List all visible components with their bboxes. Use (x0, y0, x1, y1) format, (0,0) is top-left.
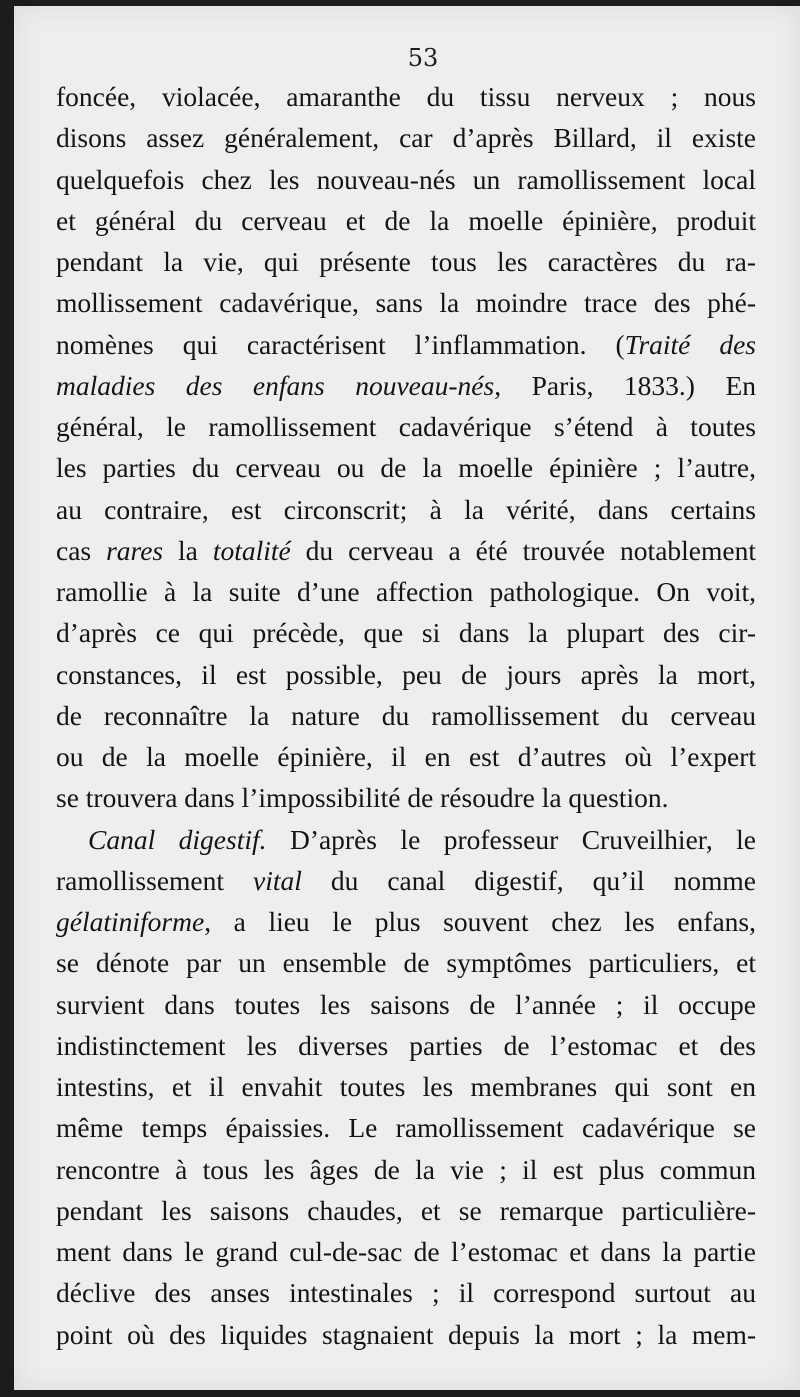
text-segment: point où des liquides stagnaient depuis la mort ; la mem- (56, 1318, 756, 1350)
text-segment: général, le ramollissement cadavérique s’étend à toutes (56, 411, 756, 442)
text-line (56, 1025, 756, 1066)
text-line (56, 282, 756, 323)
text-line (56, 1149, 756, 1190)
text-segment: ment dans le grand cul-de-sac de l’estomac et dans la partie (56, 1236, 756, 1267)
italic-segment: Traité des (624, 328, 757, 360)
text-segment: intestins, et il envahit toutes les membranes qui sont en (56, 1071, 756, 1102)
text-line (56, 860, 756, 901)
text-segment: et général du cerveau et de la moelle épinière, produit (56, 204, 756, 236)
text-segment: ramollissement (56, 864, 253, 896)
italic-segment: vital (253, 864, 302, 896)
text-segment: foncée, violacée, amaranthe du tissu nerveux ; nous (56, 81, 756, 112)
text-segment: D’après le professeur Cruveilhier, le (266, 823, 756, 855)
text-segment: nomènes qui caractérisent l’inflammation. ( (56, 328, 625, 360)
text-segment: du canal digestif, qu’il nomme (301, 864, 757, 896)
text-line (56, 819, 756, 860)
text-line (56, 406, 756, 447)
text-line (56, 901, 756, 942)
text-line (56, 76, 756, 117)
text-line (56, 612, 756, 653)
body-text (56, 76, 756, 1355)
text-line (56, 1107, 756, 1148)
text-segment: indistinctement les diverses parties de l’estomac et des (56, 1029, 756, 1061)
text-line (56, 695, 756, 736)
text-segment: de reconnaître la nature du ramollissement du cerveau (56, 699, 756, 731)
text-segment: la (163, 534, 213, 566)
text-segment: déclive des anses intestinales ; il correspond surtout au (56, 1277, 756, 1309)
text-segment: se dénote par un ensemble de symptômes particuliers, et (56, 947, 756, 979)
text-segment: cas (56, 534, 107, 566)
text-line (56, 654, 756, 695)
text-segment: se trouvera dans l’impossibilité de résoudre la question. (56, 782, 669, 814)
text-line (56, 1190, 756, 1231)
text-segment: même temps épaissies. Le ramollissement cadavérique se (56, 1112, 756, 1144)
text-line (56, 530, 756, 571)
text-line (56, 777, 756, 818)
text-segment: constances, il est possible, peu de jours après la mort, (56, 658, 756, 690)
text-line (56, 942, 756, 983)
text-segment: rencontre à tous les âges de la vie ; il est plus commun (56, 1153, 756, 1185)
text-line (56, 736, 756, 777)
text-segment: survient dans toutes les saisons de l’année ; il occupe (56, 988, 756, 1020)
text-line (56, 1066, 756, 1107)
text-line (56, 324, 756, 365)
page-number: 53 (407, 44, 439, 72)
text-segment: ou de la moelle épinière, il en est d’autres où l’expert (56, 741, 756, 772)
text-line (56, 489, 756, 530)
text-segment: au contraire, est circonscrit; à la vérité, dans certains (56, 493, 756, 525)
text-segment: ramollie à la suite d’une affection pathologique. On voit, (56, 576, 756, 607)
text-line (56, 159, 756, 200)
italic-segment: gélatiniforme (56, 906, 205, 937)
text-segment: mollissement cadavérique, sans la moindre trace des phé- (56, 287, 756, 319)
text-segment: , a lieu le plus souvent chez les enfans, (204, 906, 756, 937)
italic-segment: totalité (212, 534, 291, 566)
text-line (56, 117, 756, 158)
text-segment: du cerveau a été trouvée notablement (290, 534, 756, 566)
text-line (56, 200, 756, 241)
text-line (56, 1314, 756, 1355)
text-line (56, 984, 756, 1025)
text-segment: pendant les saisons chaudes, et se remarque particulière- (56, 1194, 756, 1226)
italic-segment: maladies des enfans nouveau-nés (56, 369, 495, 401)
italic-segment: rares (106, 534, 164, 566)
text-segment: pendant la vie, qui présente tous les caractères du ra- (56, 246, 756, 277)
text-segment: disons assez généralement, car d’après Billard, il existe (56, 122, 756, 154)
text-line (56, 447, 756, 488)
text-segment: quelquefois chez les nouveau-nés un ramollissement local (56, 163, 756, 195)
text-line (56, 241, 756, 282)
text-line (56, 1231, 756, 1272)
text-segment: les parties du cerveau ou de la moelle épinière ; l’autre, (56, 452, 756, 484)
text-line (56, 571, 756, 612)
text-segment: , Paris, 1833.) En (494, 369, 756, 401)
text-segment: d’après ce qui précède, que si dans la plupart des cir- (56, 617, 756, 649)
text-line (56, 365, 756, 406)
italic-segment: Canal digestif. (88, 823, 267, 855)
book-page (14, 6, 800, 1390)
text-line (56, 1272, 756, 1313)
